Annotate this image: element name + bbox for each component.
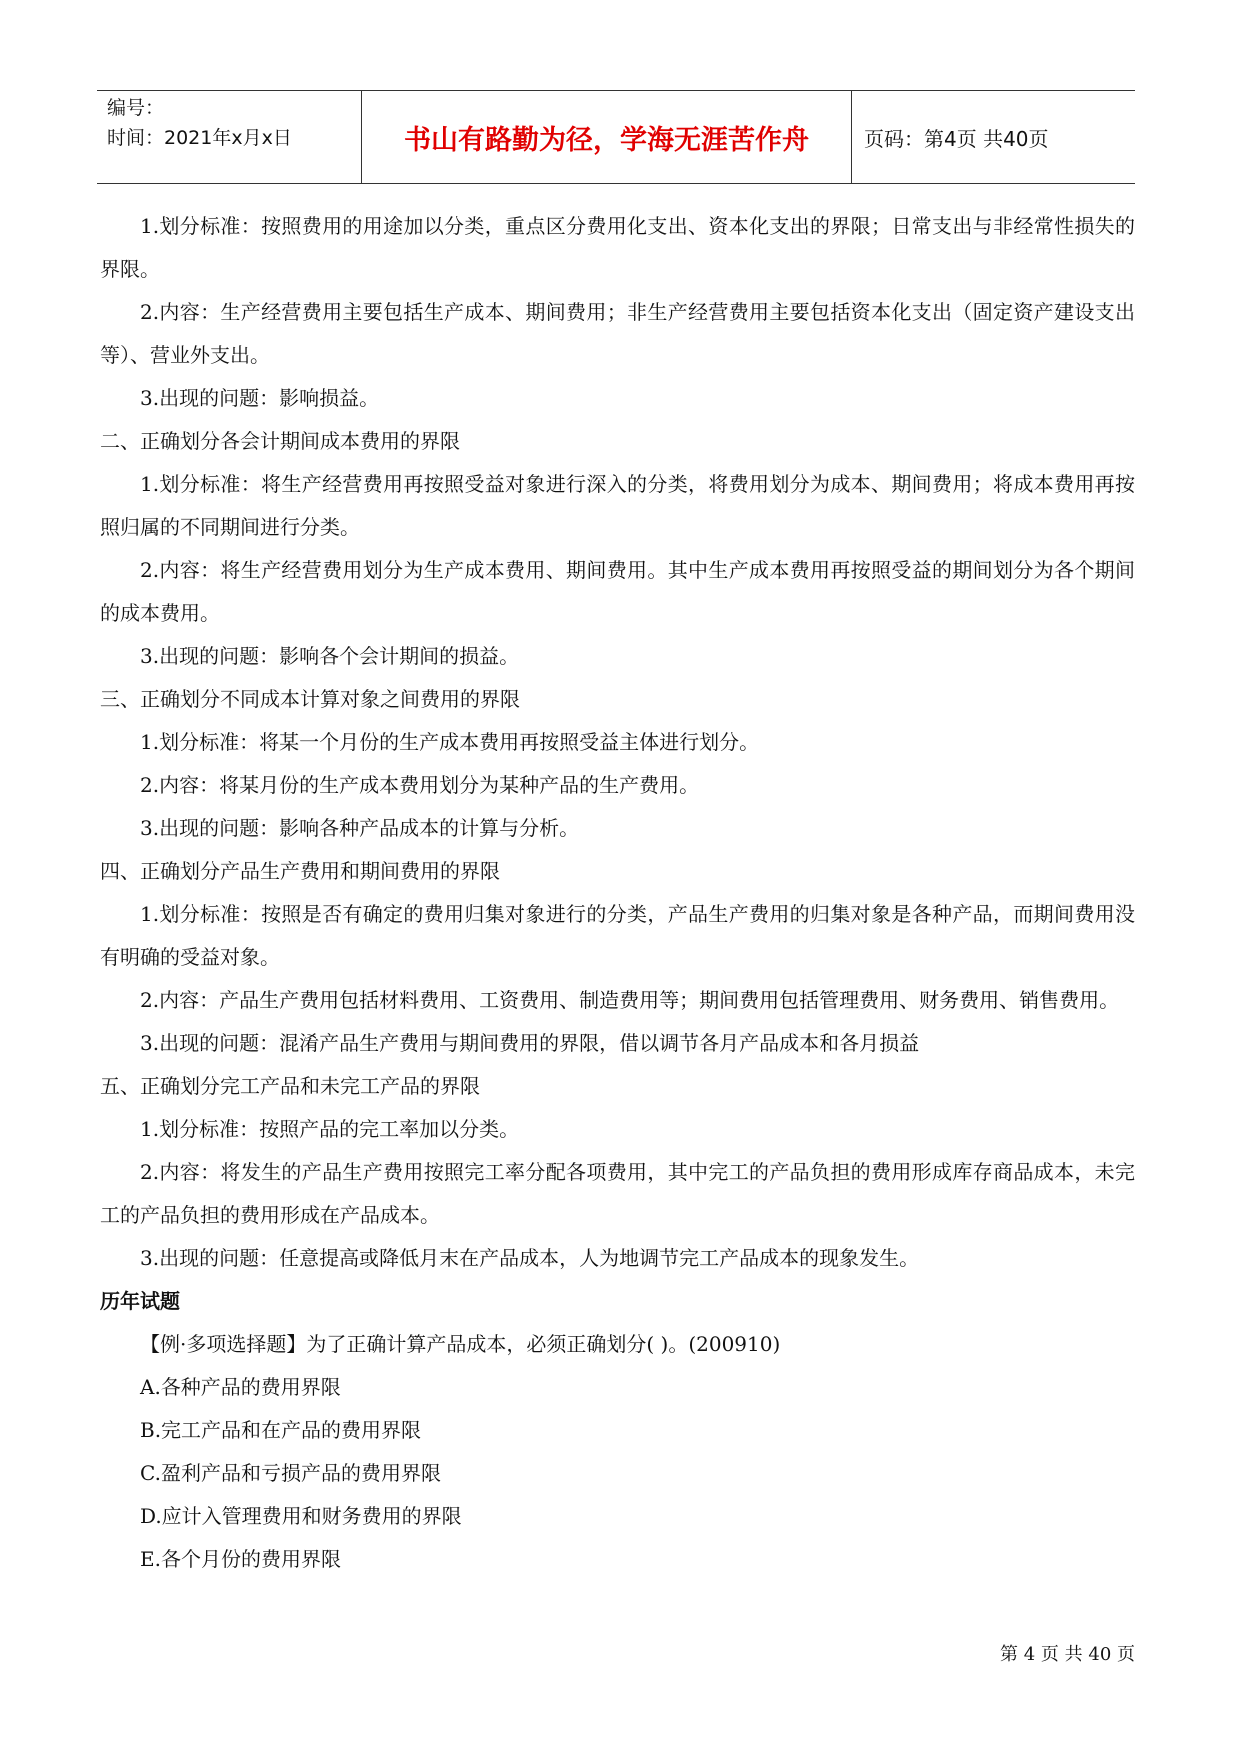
paragraph: 1.划分标准：按照是否有确定的费用归集对象进行的分类，产品生产费用的归集对象是各种产品，而期间费用没有明确的受益对象。 [100,902,1135,969]
header-page-info: 页码：第4页 共40页 [864,126,1049,151]
section-heading: 四、正确划分产品生产费用和期间费用的界限 [100,859,500,883]
paragraph: 1.划分标准：按照费用的用途加以分类，重点区分费用化支出、资本化支出的界限；日常支出与非经常性损失的界限。 [100,214,1135,281]
paragraph: 2.内容：将某月份的生产成本费用划分为某种产品的生产费用。 [140,773,700,797]
question-stem: 【例·多项选择题】为了正确计算产品成本，必须正确划分( )。(200910) [140,1332,781,1356]
paragraph: 2.内容：生产经营费用主要包括生产成本、期间费用；非生产经营费用主要包括资本化支出（固定资产建设支出等）、营业外支出。 [100,300,1135,367]
option-e: E.各个月份的费用界限 [140,1547,341,1571]
paragraph: 3.出现的问题：影响各种产品成本的计算与分析。 [140,816,580,840]
section-heading: 五、正确划分完工产品和未完工产品的界限 [100,1074,480,1098]
paragraph: 1.划分标准：将某一个月份的生产成本费用再按照受益主体进行划分。 [140,730,760,754]
page-footer: 第 4 页 共 40 页 [1000,1644,1135,1665]
section-heading: 三、正确划分不同成本计算对象之间费用的界限 [100,687,520,711]
document-time-label: 时间：2021年x月x日 [107,127,292,149]
header-motto: 书山有路勤为径，学海无涯苦作舟 [362,91,852,183]
paragraph: 2.内容：将发生的产品生产费用按照完工率分配各项费用，其中完工的产品负担的费用形成库存商品成本，未完工的产品负担的费用形成在产品成本。 [100,1160,1135,1227]
section-heading: 二、正确划分各会计期间成本费用的界限 [100,429,460,453]
paragraph: 1.划分标准：将生产经营费用再按照受益对象进行深入的分类，将费用划分为成本、期间费用；将成本费用再按照归属的不同期间进行分类。 [100,472,1135,539]
option-c: C.盈利产品和亏损产品的费用界限 [140,1461,441,1485]
option-d: D.应计入管理费用和财务费用的界限 [140,1504,462,1528]
paragraph: 1.划分标准：按照产品的完工率加以分类。 [140,1117,520,1141]
paragraph: 2.内容：产品生产费用包括材料费用、工资费用、制造费用等；期间费用包括管理费用、财务费用、销售费用。 [140,988,1120,1012]
paragraph: 3.出现的问题：影响各个会计期间的损益。 [140,644,520,668]
option-b: B.完工产品和在产品的费用界限 [140,1418,422,1442]
document-number-label: 编号： [107,97,165,119]
paragraph: 3.出现的问题：任意提高或降低月末在产品成本，人为地调节完工产品成本的现象发生。 [140,1246,920,1270]
option-a: A.各种产品的费用界限 [140,1375,341,1399]
paragraph: 3.出现的问题：混淆产品生产费用与期间费用的界限，借以调节各月产品成本和各月损益 [140,1031,920,1055]
page-header [97,90,1135,184]
paragraph: 3.出现的问题：影响损益。 [140,386,380,410]
paragraph: 2.内容：将生产经营费用划分为生产成本费用、期间费用。其中生产成本费用再按照受益的期间划分为各个期间的成本费用。 [100,558,1135,625]
header-left-cell [97,91,362,183]
exam-questions-heading: 历年试题 [100,1289,180,1313]
document-body [100,205,1135,1581]
